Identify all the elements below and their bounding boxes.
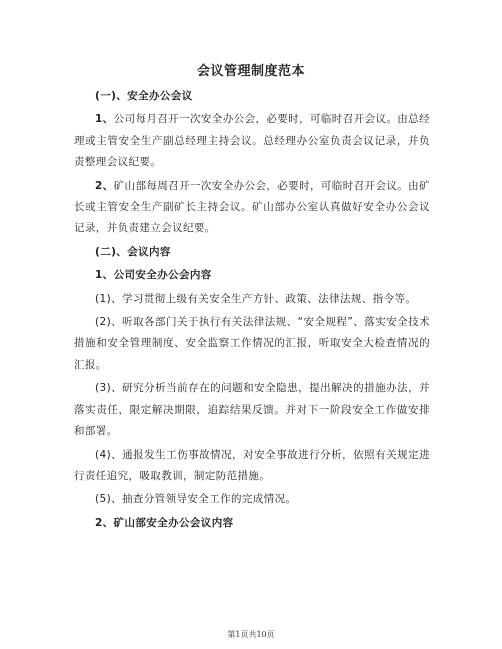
document-body [74, 86, 430, 536]
paragraph-2-text: 矿山部每周召开一次安全办公会，必要时，可临时召开会议。由矿长或主管安全生产副矿长主持会议。矿山部办公室认真做好安全办公会议记录，并负责建立会议纪要。 [74, 179, 430, 235]
list-item: (2)、听取各部门关于执行有关法律法规、“安全规程”、落实安全技术措施和安全管理制度、安全监察工作情况的汇报，听取安全大检查情况的汇报。 [74, 316, 430, 371]
section-heading-2: (二)、会议内容 [95, 245, 171, 258]
list-item: (5)、抽查分管领导安全工作的完成情况。 [95, 493, 297, 506]
paragraph-2-number: 2、 [95, 179, 114, 192]
subsection-heading-2: 2、矿山部安全办公会议内容 [95, 516, 234, 529]
list-item: (4)、通报发生工伤事故情况，对安全事故进行分析，依照有关规定进行责任追究，吸取教训，制定防范措施。 [74, 448, 430, 482]
paragraph-1 [74, 109, 430, 173]
list-item: (3)、研究分析当前存在的问题和安全隐患，提出解决的措施办法，并落实责任，限定解决期限，追踪结果反馈。并对下一阶段安全工作做安排和部署。 [74, 382, 430, 438]
document-title: 会议管理制度范本 [196, 64, 305, 79]
paragraph-1-number: 1、 [95, 113, 114, 126]
list-item: (1)、学习贯彻上级有关安全生产方针、政策、法律法规、指令等。 [95, 292, 417, 305]
subsection-heading-1: 1、公司安全办公会内容 [95, 269, 212, 282]
page-number-footer: 第1页共10页 [227, 630, 275, 639]
paragraph-2 [74, 176, 430, 240]
paragraph-1-text: 公司每月召开一次安全办公会，必要时，可临时召开会议。由总经理或主管安全生产副总经理主持会议。总经理办公室负责会议记录，并负责整理会议纪要。 [74, 113, 430, 169]
section-heading-1: (一)、安全办公会议 [95, 90, 193, 102]
